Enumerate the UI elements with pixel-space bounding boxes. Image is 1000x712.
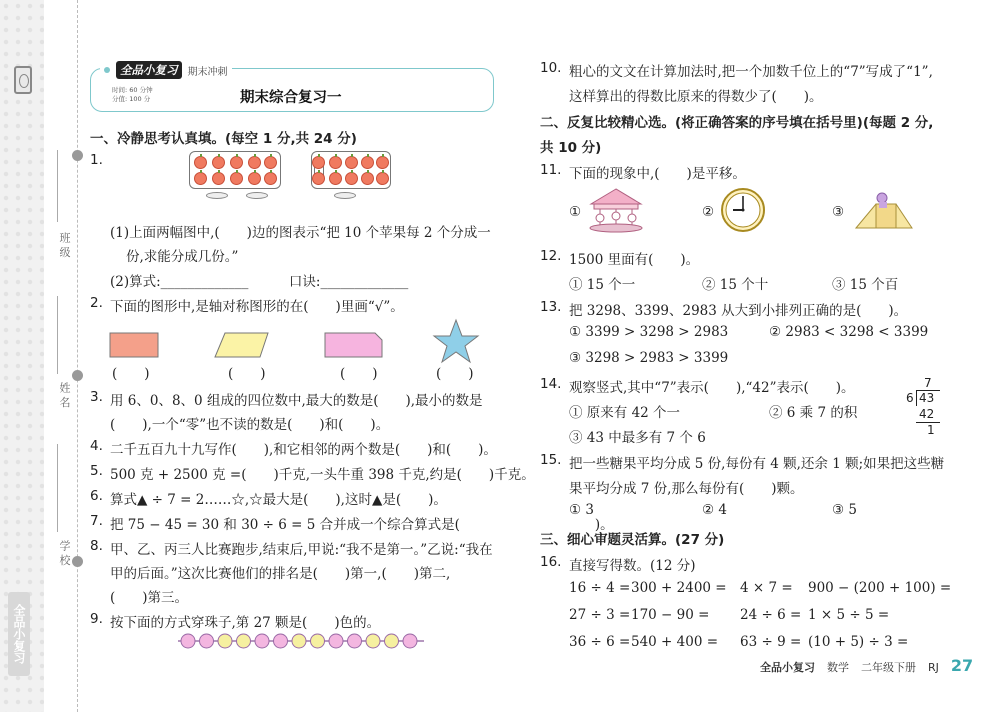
apple-icon [194, 172, 207, 185]
bead [311, 634, 325, 648]
q11-option-2[interactable]: ② [702, 204, 715, 220]
division-remainder: 1 [927, 423, 935, 437]
q9-number: 9. [90, 611, 103, 627]
bead [237, 634, 251, 648]
bead [348, 634, 362, 648]
q10-line1: 粗心的文文在计算加法时,把一个加数千位上的“7”写成了“1”, [569, 64, 933, 80]
apple-icon [212, 156, 225, 169]
carousel-icon [586, 186, 646, 234]
class-label: 班 级 [58, 232, 71, 258]
exam-score: 分值: 100 分 [112, 95, 151, 103]
bead [218, 634, 232, 648]
q11-text: 下面的现象中,( )是平移。 [569, 166, 746, 182]
exam-time: 时间: 60 分钟 [112, 86, 153, 94]
q15-option-3[interactable]: ③ 5 [832, 502, 857, 518]
calc-item: 300 + 2400 = [631, 580, 727, 596]
rectangle-shape [110, 333, 158, 357]
apple-icon [376, 172, 389, 185]
footer-subject: 数学 [827, 661, 849, 674]
header-brand [100, 60, 232, 80]
apple-icon [264, 156, 277, 169]
apple-icon [345, 172, 358, 185]
q8-number: 8. [90, 538, 103, 554]
q8-line1: 甲、乙、丙三人比赛跑步,结束后,甲说:“我不是第一。”乙说:“我在 [110, 542, 493, 558]
q12-text: 1500 里面有( )。 [569, 252, 700, 268]
strip-logo: 全品小复习 [8, 592, 30, 676]
brand-dot [104, 67, 110, 73]
q15-option-2[interactable]: ② 4 [702, 502, 727, 518]
apple-icon [248, 172, 261, 185]
q12-option-1[interactable]: ① 15 个一 [569, 277, 636, 293]
bead [181, 634, 195, 648]
q15-line2: 果平均分成 7 份,那么每份有( )颗。 [569, 481, 804, 497]
q12-option-3[interactable]: ③ 15 个百 [832, 277, 899, 293]
school-label: 学 校 [58, 540, 71, 566]
name-label: 姓 名 [58, 382, 71, 408]
apple-icon [264, 172, 277, 185]
apple-icon [329, 172, 342, 185]
footer-edition: RJ [928, 661, 939, 674]
q1-number: 1. [90, 152, 103, 168]
q13-text: 把 3298、3399、2983 从大到小排列正确的是( )。 [569, 303, 908, 319]
exam-meta [112, 86, 153, 104]
apple-icon [329, 156, 342, 169]
q15-line1: 把一些糖果平均分成 5 份,每份有 4 颗,还余 1 颗;如果把这些糖 [569, 456, 945, 472]
section-2-heading-line1: 二、反复比较精心选。(将正确答案的序号填在括号里)(每题 2 分, [540, 115, 934, 131]
page-footer [760, 656, 973, 675]
q13-option-2[interactable]: ② 2983 < 3298 < 3399 [769, 324, 929, 340]
plate-icon [334, 192, 356, 199]
q13-option-1[interactable]: ① 3399 > 3298 > 2983 [569, 324, 729, 340]
calc-item: 1 × 5 ÷ 5 = [808, 607, 890, 623]
apple-group-right [311, 151, 391, 189]
bead-string [176, 630, 426, 652]
apple-icon [230, 156, 243, 169]
calc-item: 16 ÷ 4 = [569, 580, 631, 596]
apple-icon [312, 172, 325, 185]
name-line [57, 296, 58, 374]
calc-item: 24 ÷ 6 = [740, 607, 802, 623]
bead [274, 634, 288, 648]
q15-option-1[interactable]: ① 3 [569, 502, 594, 518]
division-bracket [916, 390, 917, 406]
q3-number: 3. [90, 389, 103, 405]
q1-part2: (2)算式:_____________ 口诀:_____________ [110, 274, 409, 290]
brand-logo: 全品小复习 [116, 61, 182, 79]
apple-icon [345, 156, 358, 169]
q2-shapes [100, 318, 490, 366]
q6-number: 6. [90, 488, 103, 504]
q7-number: 7. [90, 513, 103, 529]
calc-item: 900 − (200 + 100) = [808, 580, 952, 596]
bead [255, 634, 269, 648]
apple-icon [248, 156, 261, 169]
q1-part1-line2: 份,求能分成几份。” [126, 249, 239, 265]
q2-paren-1[interactable]: ( ) [112, 366, 150, 382]
slide-icon [852, 190, 916, 230]
calc-item: 27 ÷ 3 = [569, 607, 631, 623]
footer-grade: 二年级下册 [861, 661, 916, 674]
bead [385, 634, 399, 648]
q4-number: 4. [90, 438, 103, 454]
q3-line1: 用 6、0、8、0 组成的四位数中,最大的数是( ),最小的数是 [110, 393, 483, 409]
q2-paren-2[interactable]: ( ) [228, 366, 266, 382]
section-1-heading: 一、冷静思考认真填。(每空 1 分,共 24 分) [90, 131, 357, 147]
bead [329, 634, 343, 648]
q10-number: 10. [540, 60, 562, 76]
q5-text: 500 克 + 2500 克 =( )千克,一头牛重 398 千克,约是( )千克。 [110, 467, 535, 483]
q3-line2: ( ),一个“零”也不读的数是( )和( )。 [110, 417, 390, 433]
apple-icon [230, 172, 243, 185]
q12-number: 12. [540, 248, 562, 264]
bead [403, 634, 417, 648]
binding-strip [0, 0, 44, 712]
apple-icon [376, 156, 389, 169]
section-2-heading-line2: 共 10 分) [540, 140, 602, 156]
q9-text: 按下面的方式穿珠子,第 27 颗是( )色的。 [110, 615, 381, 631]
q6-text: 算式▲ ÷ 7 = 2……☆,☆最大是( ),这时▲是( )。 [110, 492, 447, 508]
school-line [57, 444, 58, 532]
q14-number: 14. [540, 376, 562, 392]
star-shape [434, 320, 478, 362]
strip-emblem [14, 66, 32, 94]
binding-hole [72, 150, 83, 161]
q11-number: 11. [540, 162, 562, 178]
q2-text: 下面的图形中,是轴对称图形的在( )里画“√”。 [110, 299, 404, 315]
apple-icon [312, 156, 325, 169]
q13-option-3[interactable]: ③ 3298 > 2983 > 3399 [569, 350, 729, 366]
q14-option-2[interactable]: ② 6 乘 7 的积 [769, 405, 858, 421]
plate-icon [246, 192, 268, 199]
plate-icon [206, 192, 228, 199]
calc-item: 540 + 400 = [631, 634, 719, 650]
section-3-heading: 三、细心审题灵活算。(27 分) [540, 532, 725, 548]
clock-icon [720, 187, 766, 233]
q8-line2: 甲的后面。”这次比赛他们的排名是( )第一,( )第二, [110, 566, 451, 582]
division-product: 42 [919, 407, 935, 421]
apple-icon [361, 156, 374, 169]
cut-line [77, 0, 78, 712]
bead [292, 634, 306, 648]
q2-paren-3[interactable]: ( ) [340, 366, 378, 382]
division-dividend: 43 [919, 391, 935, 405]
apple-icon [194, 156, 207, 169]
q8-line3: ( )第三。 [110, 590, 189, 606]
q16-text: 直接写得数。(12 分) [569, 558, 696, 574]
q15-number: 15. [540, 452, 562, 468]
bead [366, 634, 380, 648]
binding-hole [72, 370, 83, 381]
q10-line2: 这样算出的得数比原来的得数少了( )。 [569, 89, 823, 105]
division-quotient: 7 [924, 376, 932, 390]
division-divisor: 6 [906, 391, 914, 405]
q5-number: 5. [90, 463, 103, 479]
q11-option-3[interactable]: ③ [832, 204, 845, 220]
calc-item: 63 ÷ 9 = [740, 634, 802, 650]
long-division [902, 376, 942, 438]
q11-option-1[interactable]: ① [569, 204, 582, 220]
bead [200, 634, 214, 648]
pentagon-shape [325, 333, 382, 357]
page-title: 期末综合复习一 [240, 90, 342, 106]
q2-number: 2. [90, 295, 103, 311]
apple-icon [361, 172, 374, 185]
q4-text: 二千五百九十九写作( ),和它相邻的两个数是( )和( )。 [110, 442, 497, 458]
brand-subtitle: 期末冲刺 [187, 66, 228, 78]
page-number: 27 [950, 656, 974, 675]
class-line [57, 150, 58, 222]
q7-text: 把 75 − 45 = 30 和 30 ÷ 6 = 5 合并成一个综合算式是( )。 [110, 517, 614, 533]
q16-number: 16. [540, 554, 562, 570]
q13-number: 13. [540, 299, 562, 315]
binding-hole [72, 556, 83, 567]
apple-icon [212, 172, 225, 185]
q2-paren-4[interactable]: ( ) [436, 366, 474, 382]
q14-option-1[interactable]: ① 原来有 42 个一 [569, 405, 681, 421]
calc-item: (10 + 5) ÷ 3 = [808, 634, 909, 650]
q1-part1-line1: (1)上面两幅图中,( )边的图表示“把 10 个苹果每 2 个分成一 [110, 225, 491, 241]
footer-brand: 全品小复习 [760, 661, 815, 674]
q14-option-3[interactable]: ③ 43 中最多有 7 个 6 [569, 430, 706, 446]
calc-item: 170 − 90 = [631, 607, 710, 623]
parallelogram-shape [215, 333, 268, 357]
apple-group-left [189, 151, 281, 189]
calc-item: 36 ÷ 6 = [569, 634, 631, 650]
q12-option-2[interactable]: ② 15 个十 [702, 277, 769, 293]
calc-item: 4 × 7 = [740, 580, 793, 596]
q14-text: 观察竖式,其中“7”表示( ),“42”表示( )。 [569, 380, 855, 396]
